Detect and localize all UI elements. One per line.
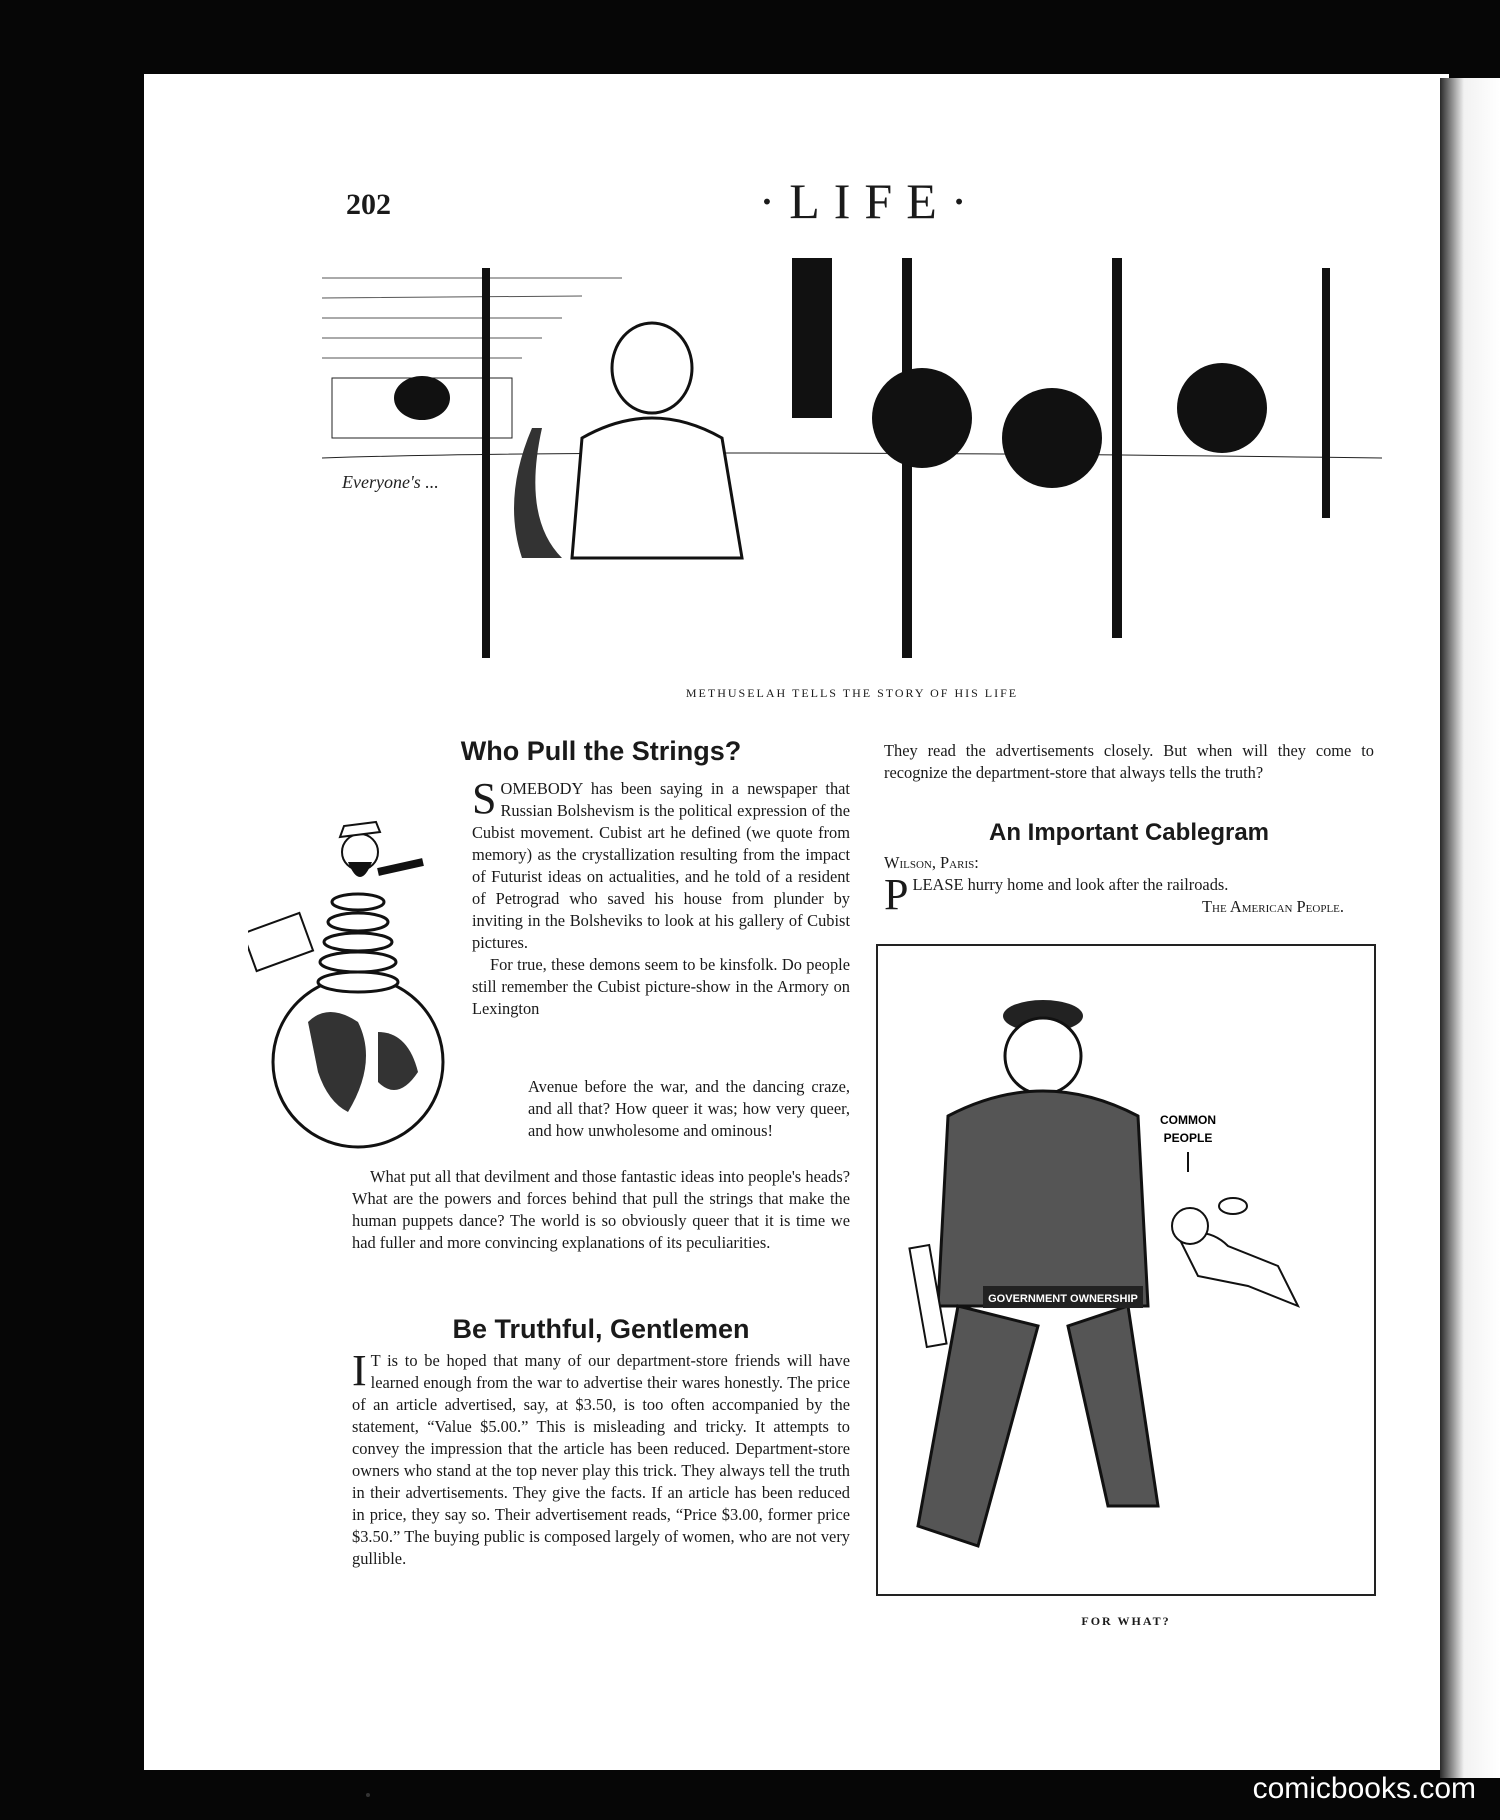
article1-body-bottom <box>352 1166 850 1254</box>
cablegram-addressee: Wilson, Paris: <box>884 853 979 872</box>
article1-paragraph-3: What put all that devilment and those fantastic ideas into people's heads? What are the powers and forces behind that pull the strings that make the human puppets dance? The world is so obviously queer that it is time we had fuller and more convincing explanations of its peculiarities. <box>352 1167 850 1252</box>
article-title: Who Pull the Strings? <box>460 736 742 766</box>
dropcap-p: P <box>884 870 909 919</box>
article1-paragraph-2b: Avenue before the war, and the dancing craze, and all that? How queer it was; how very queer, and how unwholesome and ominous! <box>528 1077 850 1140</box>
article2-paragraph-2: They read the advertisements closely. But when will they come to recognize the department-store that always tells the truth? <box>884 741 1374 782</box>
policeman-drawing <box>878 946 1374 1594</box>
inscription-text: Everyone's ... <box>342 472 439 492</box>
top-cartoon-caption: METHUSELAH TELLS THE STORY OF HIS LIFE <box>685 686 1019 700</box>
cablegram-body: LEASE hurry home and look after the railroads. <box>912 875 1229 894</box>
dropcap-i: I <box>352 1346 367 1395</box>
government-ownership-cartoon <box>876 944 1376 1596</box>
cablegram-signature: The American People. <box>1202 897 1344 916</box>
globe-puppet-illustration <box>248 782 468 1152</box>
article2-continuation <box>884 740 1374 784</box>
article-title: An Important Cablegram <box>988 819 1270 846</box>
arm-label-text: GOVERNMENT OWNERSHIP <box>988 1293 1138 1305</box>
page-number: 202 <box>346 188 391 221</box>
article1-paragraph-1: OMEBODY has been saying in a newspaper that Russian Bolshevism is the political expression of the Cubist movement. Cubist art he defined (we quote from memory) as the crystallization resulting from the impact of Futurist ideas on actualities, and he told of a resident of Petrograd who saved his house from plunder by inviting in the Bolsheviks to look at his gallery of Cubist pictures. <box>472 779 850 952</box>
article-title: Be Truthful, Gentlemen <box>452 1314 750 1344</box>
dropcap-s: S <box>472 774 497 823</box>
page-mark <box>366 1793 370 1797</box>
article-who-pull-the-strings <box>352 736 850 766</box>
cartoon-caption: FOR WHAT? <box>1081 1614 1171 1628</box>
article-important-cablegram <box>884 819 1374 919</box>
label-common: COMMON <box>1160 1113 1216 1127</box>
methuselah-illustration <box>322 258 1382 658</box>
watermark: comicbooks.com <box>1252 1772 1476 1805</box>
article1-body-mid <box>528 1076 850 1142</box>
article-be-truthful <box>352 1314 850 1570</box>
masthead-title: ·LIFE· <box>758 173 982 229</box>
article1-paragraph-2a: For true, these demons seem to be kinsfolk. Do people still remember the Cubist picture-show in the Armory on Lexington <box>472 955 850 1018</box>
label-people: PEOPLE <box>1163 1131 1213 1145</box>
next-page-edge <box>1440 78 1500 1778</box>
article1-body-top <box>472 774 850 1020</box>
article2-paragraph-1: T is to be hoped that many of our department-store friends will have learned enough from the war to advertise their wares honestly. The price of an article advertised, say, at $3.50, is too often accompanied by the statement, “Value $5.00.” This is misleading and tricky. It attempts to convey the impression that the article has been reduced. Department-store owners who stand at the top never play this trick. They always tell the truth in their advertisements. They give the facts. If an article has been reduced in price, they say so. Their advertisement reads, “Price $3.00, former price $3.50.” The buying public is composed largely of women, who are not very gullible. <box>352 1351 850 1568</box>
